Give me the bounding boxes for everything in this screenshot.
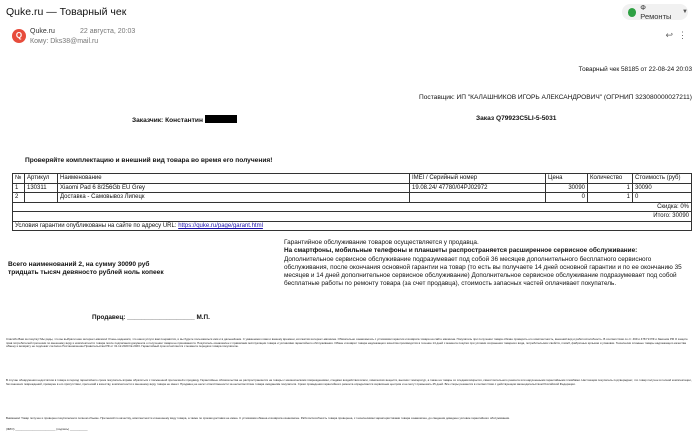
cell-price: 30090: [546, 183, 588, 193]
message-date: 22 августа, 20:03: [80, 28, 136, 35]
cell-price: 0: [546, 193, 588, 203]
cell-article: 130311: [25, 183, 58, 193]
buyer-signature: (ФИО) _________________________ (подпись) ___________: [6, 428, 88, 431]
sender-avatar[interactable]: Q: [12, 29, 26, 43]
redacted-name-block: [205, 115, 237, 123]
seller-signature: Продавец: ___________________ М.П.: [92, 314, 210, 321]
mail-header-bar: [0, 0, 700, 24]
cell-quantity: 1: [588, 193, 633, 203]
sender-name[interactable]: Quke.ru: [30, 28, 55, 35]
table-header-row: [13, 174, 692, 184]
fine-print-1: Спасибо Вам за покупку! Мы рады, что вы выбрали наш интернет-магазин! Очень надеемся, что наши услуги вам понравятся, и вы будете пользоваться ими и в дальнейшем. С уважением к вам и вашему времени, коллектив интернет-магазина. Обязательно ознакомьтесь с условиями гарантии и возврата товара на сайте магазина. Покупатель при получении товара обязан проверить его комплектность, внешний вид и работоспособность. В соответствии со ст. 469 и 478 ГК РФ и Законом РФ О защите прав потребителей претензии по внешнему виду и комплектности товара после подписания документа о получении товара не принимаются. Покупатель ознакомлен с правилами эксплуатации товара и условиями гарантийного обслуживания. Обмен и возврат товара надлежащего качества производится в течение 14 дней с момента покупки при условии сохранения товарного вида, потребительских свойств, пломб, фабричных ярлыков и упаковки. Технически сложные товары надлежащего качества обмену и возврату не подлежат согласно Постановлению Правительства РФ от 31.12.2020 № 2463. Гарантийный срок исчисляется с момента передачи товара покупателю.: [6, 338, 688, 349]
cell-cost: 0: [633, 193, 692, 203]
warranty-line: Дополнительное сервисное обслуживание подразумевает под собой 36 месяцев дополнительного бесплатного сервисного обслуживания, после окончания основной гарантии на товар (то есть вы получаете 14 дней основной гарантии и по ее окончанию 35 месяцев и 14 дней дополнительное сервисное обслуживание) Дополнительное сервисное обслуживание подразумевает под собой бесплатные работы по ремонту товара (за счет продавца), стоимость запасных частей оплачивает покупатель.: [284, 255, 682, 288]
items-table: [12, 173, 692, 231]
warranty-note-cell: [13, 221, 692, 231]
supplier-line: Поставщик: ИП "КАЛАШНИКОВ ИГОРЬ АЛЕКСАНДРОВИЧ" (ОГРНИП 323080000027211): [419, 94, 692, 101]
cell-product-name: Доставка - Самовывоз Липецк: [58, 193, 410, 203]
table-header-cell: Наименование: [58, 174, 410, 184]
total-cell: Итого: 30090: [13, 212, 692, 222]
mail-subject-title: Quke.ru — Товарный чек: [6, 6, 127, 18]
recipient-line[interactable]: Кому: Dks38@mail.ru: [30, 38, 99, 45]
warranty-line: На смартфоны, мобильные телефоны и планшеты распространяется расширенное сервисное обслуживание:: [284, 247, 638, 255]
warranty-link[interactable]: https://quke.ru/page/garant.html: [178, 222, 263, 229]
table-header-cell: №: [13, 174, 25, 184]
warranty-line: Гарантийное обслуживание товаров осуществляется у продавца.: [284, 239, 479, 246]
cell-article: [25, 193, 58, 203]
chevron-down-icon: ▼: [682, 9, 688, 15]
table-row: [13, 183, 692, 193]
app-pill-button[interactable]: [622, 4, 688, 20]
customer-line: [132, 115, 237, 124]
cell-imei: 19.08.24/ 47780/04PJ02972: [410, 183, 546, 193]
table-header-cell: Стоимость (руб): [633, 174, 692, 184]
warranty-note-text: Условия гарантии опубликованы на сайте по адресу URL:: [15, 222, 177, 229]
total-row: [13, 212, 692, 222]
app-logo-icon: [628, 8, 636, 17]
cell-quantity: 1: [588, 183, 633, 193]
warranty-block: [284, 239, 692, 289]
table-header-cell: IMEI / Серийный номер: [410, 174, 546, 184]
app-pill-label: Ф Ремонты: [640, 3, 672, 21]
summary-words: тридцать тысяч девяносто рублей ноль копеек: [8, 269, 164, 276]
table-header-cell: Артикул: [25, 174, 58, 184]
table-header-cell: Количество: [588, 174, 633, 184]
check-note: Проверяйте комплектацию и внешний вид товара во время его получения!: [25, 157, 273, 164]
fine-print-2: В случае обнаружения недостатков в товаре в период гарантийного срока покупатель вправе обратиться с письменной претензией к продавцу. Гарантийные обязательства не распространяются на товары с механическими повреждениями, следами воздействия влаги, химических веществ, высоких температур, а также на товары со следами вскрытия, самостоятельного ремонта или нарушенными гарантийными пломбами. Настоящим покупатель подтверждает, что товар получен в полной комплектации, без внешних повреждений, проверен в его присутствии, претензий к качеству, комплектности и внешнему виду товара не имеет. Продавец не несет ответственности за несоответствие товара ожиданиям покупателя. Сроки проведения гарантийного ремонта определяются сервисным центром и не могут превышать 45 дней. Все споры решаются в соответствии с действующим законодательством Российской Федерации.: [6, 379, 692, 386]
cell-product-name: Xiaomi Pad 6 8/256Gb EU Grey: [58, 183, 410, 193]
cell-index: 2: [13, 193, 25, 203]
summary-count: Всего наименований 2, на сумму 30090 руб: [8, 261, 150, 268]
cell-index: 1: [13, 183, 25, 193]
receipt-document: [0, 52, 700, 443]
table-header-cell: Цена: [546, 174, 588, 184]
table-row: [13, 193, 692, 203]
message-toolbar: [665, 30, 692, 41]
discount-cell: Скидка: 0%: [13, 202, 692, 212]
receipt-title: Товарный чек 58185 от 22-08-24 20:03: [578, 66, 692, 73]
more-icon[interactable]: ⋮: [678, 30, 692, 40]
customer-label: Заказчик: Константин: [132, 117, 203, 124]
reply-icon[interactable]: ↩: [665, 30, 678, 40]
warranty-note-row: [13, 221, 692, 231]
cell-cost: 30090: [633, 183, 692, 193]
order-line: Заказ Q79923C5LI-5-5031: [476, 115, 557, 122]
cell-imei: [410, 193, 546, 203]
message-meta: [12, 28, 692, 52]
fine-print-3: Внимание! Товар получен и проверен покупателем в полном объеме. Претензий по качеству, комплектности и внешнему виду товара, а также по срокам доставки не имею. С условиями обмена и возврата ознакомлен. Работоспособность товара проверена, с техническими характеристиками товара ознакомлен, до сведения доведено условие гарантийного обслуживания.: [6, 417, 510, 420]
discount-row: [13, 202, 692, 212]
